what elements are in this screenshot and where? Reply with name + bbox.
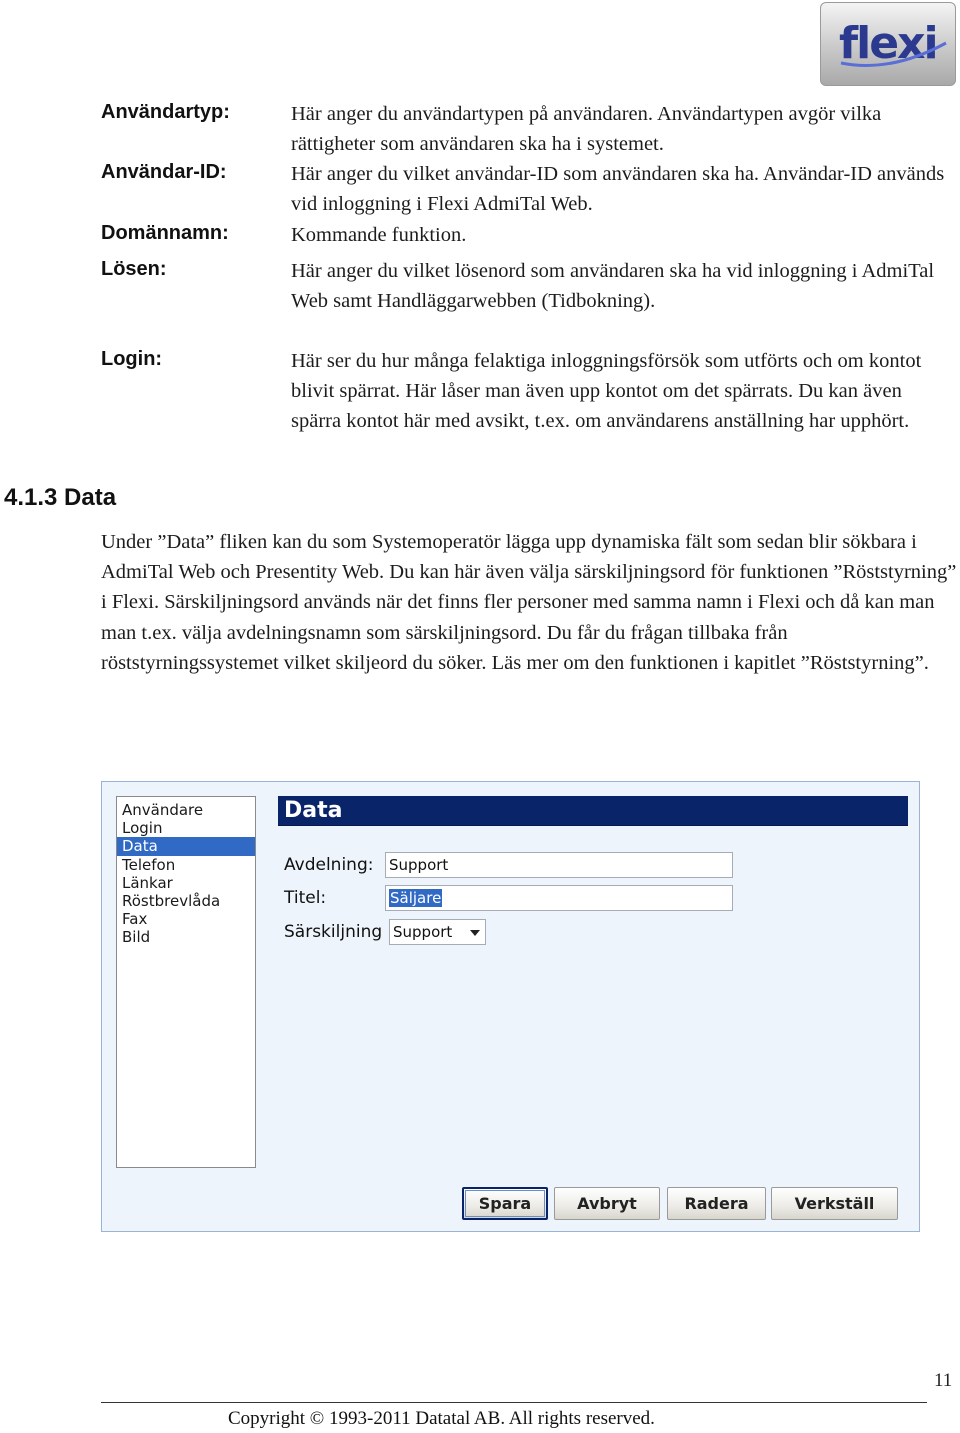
- titel-selected-text: Säljare: [390, 889, 442, 907]
- sarskiljning-select[interactable]: [389, 919, 486, 945]
- definition-text-losen: Här anger du vilket lösenord som användaren ska ha vid inloggning i AdmiTal Web samt Handläggarwebben (Tidbokning).: [291, 260, 935, 313]
- delete-button[interactable]: Radera: [667, 1187, 766, 1220]
- nav-item-rostbrevlada[interactable]: Röstbrevlåda: [122, 891, 221, 910]
- sarskiljning-value: Support: [393, 923, 453, 941]
- copyright-notice: Copyright © 1993-2011 Datatal AB. All rights reserved.: [228, 1408, 655, 1429]
- panel-title: Data: [278, 796, 908, 826]
- definition-label-login: Login:: [101, 348, 163, 370]
- nav-list[interactable]: [116, 796, 256, 1168]
- data-tab-screenshot: [101, 781, 920, 1232]
- sarskiljning-label: Särskiljning: [284, 922, 383, 942]
- definition-label-anvandar-id: Användar-ID:: [101, 161, 227, 183]
- footer-divider: [101, 1402, 927, 1403]
- definition-label-anvandartyp: Användartyp:: [101, 101, 230, 123]
- definition-text-anvandar-id: Här anger du vilket användar-ID som användaren ska ha. Användar-ID används vid inloggning i Flexi AdmiTal Web.: [291, 163, 945, 216]
- chevron-down-icon: [470, 930, 480, 936]
- avdelning-input[interactable]: Support: [385, 852, 733, 878]
- section-heading: 4.1.3 Data: [4, 484, 117, 511]
- definition-text-login: Här ser du hur många felaktiga inloggningsförsök som utförts och om kontot blivit spärrat. Här låser man även upp kontot om det spärrats. Du kan även spärra kontot här med avsikt, t.ex. om användarens anställning har upphört.: [291, 350, 922, 433]
- nav-item-telefon[interactable]: Telefon: [122, 855, 176, 874]
- nav-item-data[interactable]: Data: [117, 837, 255, 855]
- page-number: 11: [934, 1370, 953, 1391]
- cancel-button[interactable]: Avbryt: [554, 1187, 660, 1220]
- definition-label-losen: Lösen:: [101, 258, 167, 280]
- save-button[interactable]: Spara: [462, 1187, 548, 1220]
- definition-text-domannamn: Kommande funktion.: [291, 224, 467, 246]
- definition-label-domannamn: Domännamn:: [101, 222, 229, 244]
- section-paragraph: Under ”Data” fliken kan du som Systemoperatör lägga upp dynamiska fält som sedan blir sökbara i AdmiTal Web och Presentity Web. Du kan här även välja särskiljningsord för funktionen ”Röststyrning” i Flexi. Särskiljningsord används när det finns fler personer med samma namn i Flexi och då kan man man t.ex. välja avdelningsnamn som särskiljningsord. Du får du frågan tillbaka från röststyrningssystemet vilket skiljeord du söker. Läs mer om den funktionen i kapitlet ”Röststyrning”.: [101, 531, 957, 674]
- svg-text:flexi: flexi: [839, 18, 937, 69]
- apply-button[interactable]: Verkställ: [771, 1187, 898, 1220]
- nav-item-fax[interactable]: Fax: [122, 910, 148, 929]
- titel-label: Titel:: [284, 888, 327, 908]
- titel-input[interactable]: [385, 885, 733, 911]
- definition-text-anvandartyp: Här anger du användartypen på användaren. Användartypen avgör vilka rättigheter som användaren ska ha i systemet.: [291, 103, 882, 156]
- nav-item-bild[interactable]: Bild: [122, 928, 151, 947]
- flexi-logo: [820, 2, 956, 86]
- avdelning-label: Avdelning:: [284, 855, 374, 875]
- nav-item-lankar[interactable]: Länkar: [122, 873, 173, 892]
- nav-item-anvandare[interactable]: Användare: [122, 801, 204, 819]
- nav-item-login[interactable]: Login: [122, 819, 163, 838]
- flexi-logo-mark: [821, 3, 957, 87]
